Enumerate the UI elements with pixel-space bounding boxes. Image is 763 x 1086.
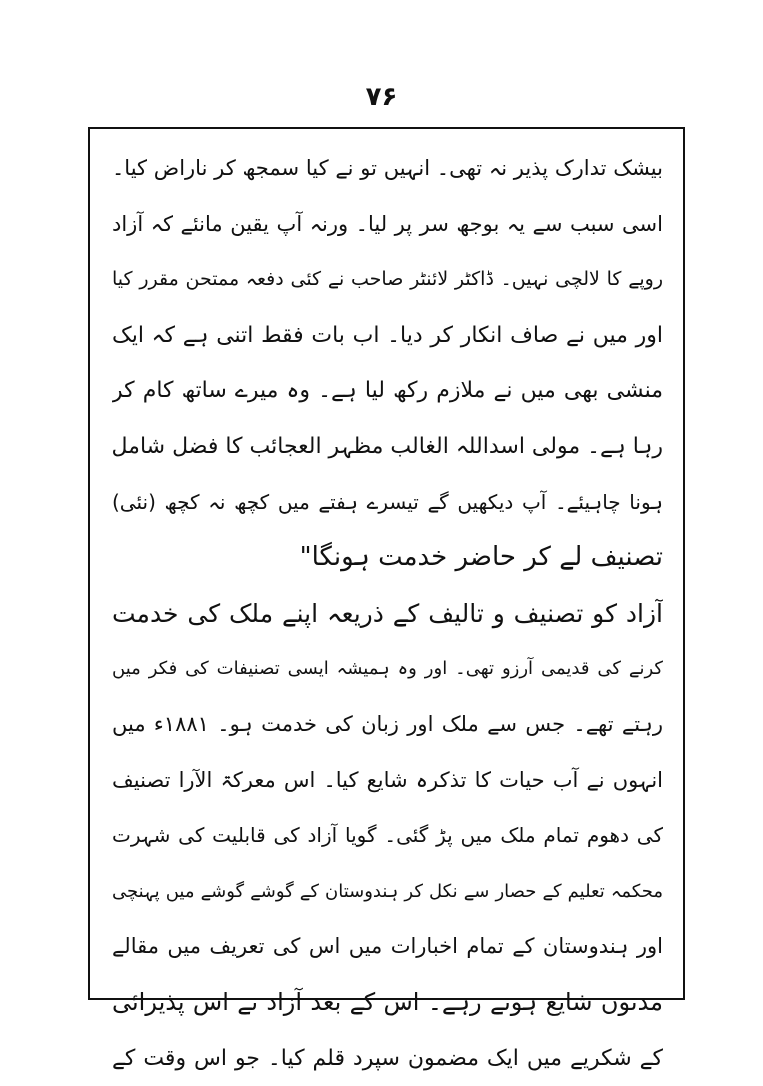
text-frame	[88, 127, 685, 1000]
page-body	[112, 141, 663, 988]
text-line: بیشک تدارک پذیر نہ تھی۔ انہیں تو نے کیا سمجھ کر ناراض کیا۔	[112, 141, 663, 197]
text-line: انہوں نے آب حیات کا تذکرہ شایع کیا۔ اس معرکۃ الآرا تصنیف	[112, 753, 663, 809]
text-line: کرنے کی قدیمی آرزو تھی۔ اور وہ ہمیشہ ایسی تصنیفات کی فکر میں	[112, 641, 663, 697]
text-line: تصنیف لے کر حاضر خدمت ہونگا"	[112, 530, 663, 586]
text-line: اور میں نے صاف انکار کر دیا۔ اب بات فقط اتنی ہے کہ ایک	[112, 308, 663, 364]
text-line: آزاد کو تصنیف و تالیف کے ذریعہ اپنے ملک کی خدمت	[112, 586, 663, 642]
text-line: منشی بھی میں نے ملازم رکھ لیا ہے۔ وہ میرے ساتھ کام کر	[112, 363, 663, 419]
text-line: رہا ہے۔ مولی اسداللہ الغالب مظہر العجائب کا فضل شامل	[112, 419, 663, 475]
text-line: کے شکریے میں ایک مضمون سپرد قلم کیا۔ جو اس وقت کے	[112, 1031, 663, 1086]
text-line: رہتے تھے۔ جس سے ملک اور زبان کی خدمت ہو۔ ۱۸۸۱ء میں	[112, 697, 663, 753]
text-line: کی دھوم تمام ملک میں پڑ گئی۔ گویا آزاد کی قابلیت کی شہرت	[112, 808, 663, 864]
page-number: ۷۶	[0, 82, 763, 112]
text-line: روپے کا لالچی نہیں۔ ڈاکٹر لائنٹر صاحب نے کئی دفعہ ممتحن مقرر کیا	[112, 252, 663, 308]
text-line: اسی سبب سے یہ بوجھ سر پر لیا۔ ورنہ آپ یقین مانئے کہ آزاد	[112, 197, 663, 253]
text-line: اور ہندوستان کے تمام اخبارات میں اس کی تعریف میں مقالے	[112, 919, 663, 975]
text-line: محکمہ تعلیم کے حصار سے نکل کر ہندوستان کے گوشے گوشے میں پہنچی	[112, 864, 663, 920]
text-line: ہونا چاہیئے۔ آپ دیکھیں گے تیسرے ہفتے میں کچھ نہ کچھ (نئی)	[112, 475, 663, 531]
text-line: مدتوں شایع ہوتے رہے۔ اس کے بعد آزاد نے اس پذیرائی	[112, 975, 663, 1031]
